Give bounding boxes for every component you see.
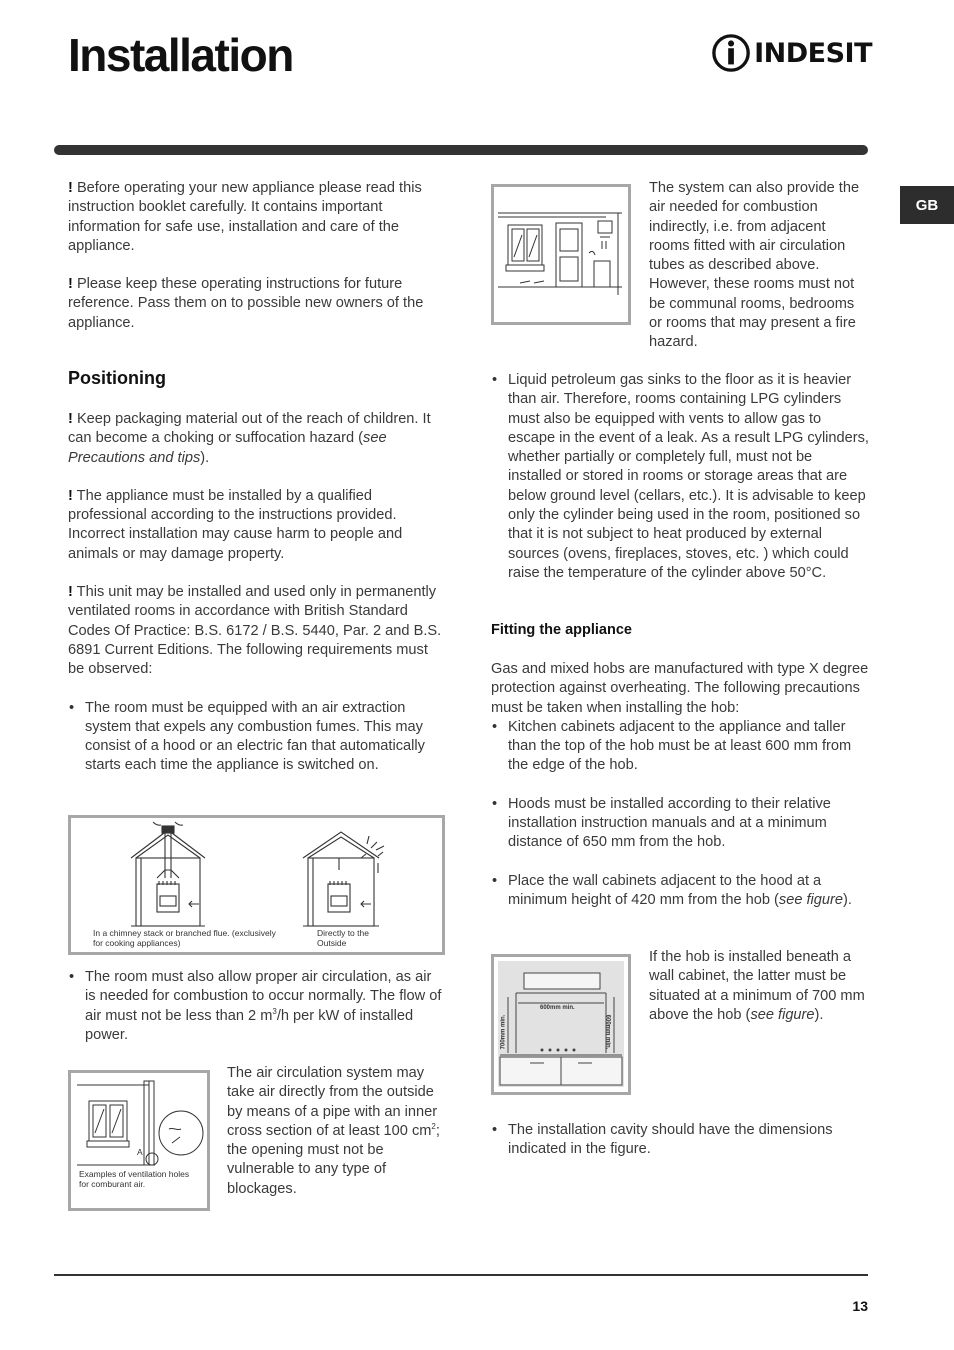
page-number: 13	[852, 1298, 868, 1314]
positioning-paragraph-2: ! The appliance must be installed by a qualified professional according to the instructions provided. Incorrect installation may cause harm to people and animals or may damage property.	[68, 487, 403, 562]
figure-label-600mm: 600mm min.	[540, 1005, 575, 1011]
figure-caption-chimney: In a chimney stack or branched flue. (exclusively for cooking appliances)	[93, 928, 276, 948]
language-tab: GB	[900, 186, 954, 224]
brand-name: INDESIT	[754, 37, 872, 69]
figure-ventilation-holes	[68, 1070, 210, 1211]
adjacent-room-illustration	[494, 187, 628, 322]
intro-block	[68, 179, 443, 333]
cavity-block	[491, 1121, 869, 1160]
indirect-air-text: The system can also provide the air needed for combustion indirectly, i.e. from adjacent rooms fitted with air circulation tubes as described above. However, these rooms must not be communal rooms, bedrooms or rooms that may present a fire hazard.	[649, 180, 860, 351]
fitting-intro: Gas and mixed hobs are manufactured with type X degree protection against overheating. The following precautions must be taken when installing the hob:	[491, 661, 869, 716]
indesit-i-icon	[712, 31, 750, 75]
header-divider	[54, 145, 868, 155]
section-title-positioning: Positioning	[68, 368, 166, 388]
brand-logo	[712, 30, 872, 76]
figure-caption-outside: Directly to the Outside	[317, 928, 369, 948]
footer-divider	[54, 1274, 868, 1276]
lpg-block	[491, 371, 869, 583]
figure-label-600mm-side: 600mm min.	[604, 1014, 611, 1050]
figure-caption-ventilation: Examples of ventilation holes for comburant air.	[79, 1169, 190, 1189]
positioning-block	[68, 410, 443, 776]
intro-paragraph-1: ! Before operating your new appliance please read this instruction booklet carefully. It contains important information for safe use, installation and care of the appliance.	[68, 180, 422, 254]
figure-label-700mm: 700mm min.	[500, 1014, 507, 1050]
list-item-cavity: • The installation cavity should have the dimensions indicated in the figure.	[491, 1121, 869, 1160]
list-item-kitchen-cabinets: • Kitchen cabinets adjacent to the appliance and taller than the top of the hob must be at least 600 mm from the edge of the hob.	[491, 718, 869, 776]
positioning-paragraph-1: ! Keep packaging material out of the reach of children. It can become a choking or suffocation hazard (see Precautions and tips).	[68, 411, 431, 466]
list-item-hoods: • Hoods must be installed according to their relative installation instruction manuals and at a minimum distance of 650 mm from the hob.	[491, 795, 869, 853]
wall-cabinet-text: If the hob is installed beneath a wall cabinet, the latter must be situated at a minimum of 700 mm above the hob (see figure).	[649, 949, 865, 1023]
page-title: Installation	[68, 29, 293, 81]
positioning-paragraph-3: ! This unit may be installed and used only in permanently ventilated rooms in accordance with British Standard Codes Of Practice: B.S. 6172 / B.S. 5440, Par. 2 and B.S. 6891 Current Editions. The following requirements must be observed:	[68, 584, 442, 678]
section-title-fitting: Fitting the appliance	[491, 622, 632, 638]
intro-paragraph-2: ! Please keep these operating instructions for future reference. Pass them on to possible new owners of the appliance.	[68, 276, 424, 331]
figure-hob-clearances	[491, 954, 631, 1095]
list-item-air-circulation: • The room must also allow proper air circulation, as air is needed for combustion to occur normally. The flow of air must not be less than 2 $m^3/h$ per kW of installed power.	[68, 968, 445, 1045]
list-item-wall-cabinets: • Place the wall cabinets adjacent to the hood at a minimum height of 420 mm from the hob (see figure).	[491, 872, 869, 911]
list-item-air-extraction: • The room must be equipped with an air extraction system that expels any combustion fumes. This may consist of a hood or an electric fan that automatically starts each time the appliance is switched on.	[68, 699, 443, 776]
figure-indirect-air	[491, 184, 631, 325]
figure-air-extraction	[68, 815, 445, 955]
air-circulation-system-text: The air circulation system may take air directly from the outside by means of a pipe with an inner cross section of at least 100 $cm^2$; the opening must not be vulnerable to any type of blockages.	[227, 1065, 440, 1197]
air-circulation-block	[68, 968, 445, 1045]
figure-label-a: A	[137, 1147, 143, 1157]
list-item-lpg: • Liquid petroleum gas sinks to the floor as it is heavier than air. Therefore, rooms containing LPG cylinders must also be equipped with vents to allow gas to escape in the event of a leak. As a result LPG cylinders, whether partially or completely full, must not be installed or stored in rooms or storage areas that are below ground level (cellars, etc.). It is advisable to keep only the cylinder being used in the room, positioned so that it is not subject to heat produced by external sources (ovens, fireplaces, stoves, etc. ) which could raise the temperature of the cylinder above 50°C.	[491, 371, 869, 583]
fitting-block	[491, 660, 869, 910]
